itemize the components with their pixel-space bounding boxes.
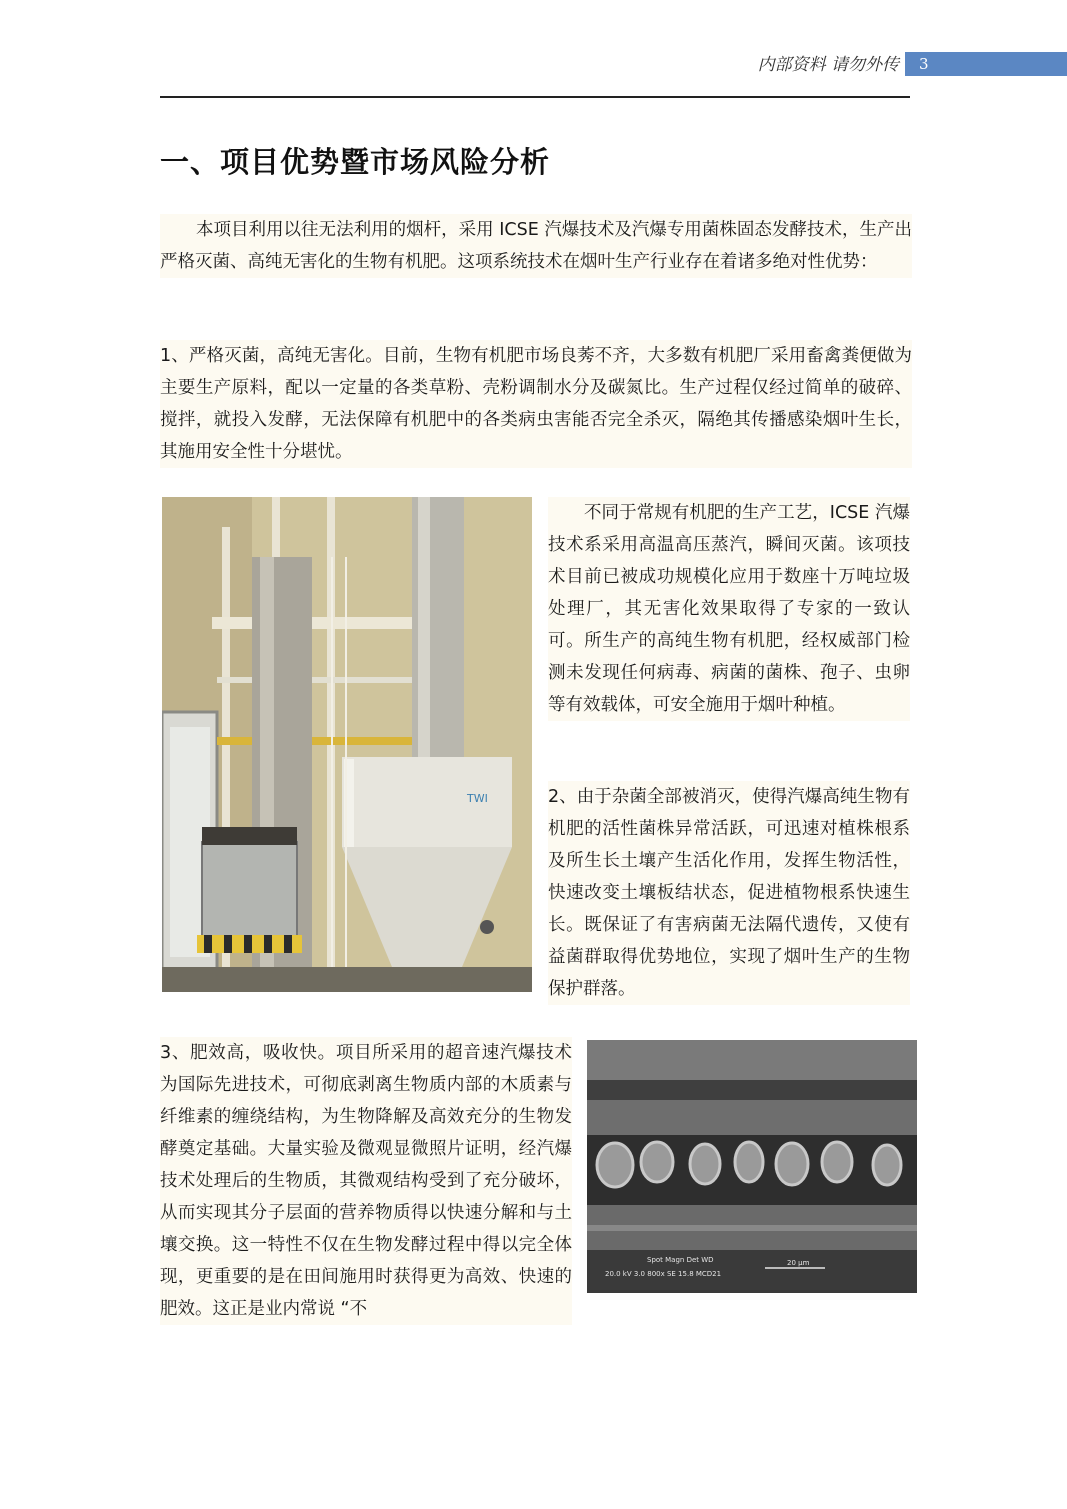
factory-equipment-photo bbox=[162, 497, 532, 992]
section-title: 一、项目优势暨市场风险分析 bbox=[160, 145, 551, 179]
advantage-2-paragraph: 2、由于杂菌全部被消灭，使得汽爆高纯生物有机肥的活性菌株异常活跃，可迅速对植株根系及所生长土壤产生活化作用，发挥生物活性，快速改变土壤板结状态，促进植物根系快速生长。既保证了有害病菌无法隔代遗传，又使有益菌群取得优势地位，实现了烟叶生产的生物保护群落。 bbox=[548, 781, 910, 1005]
advantage-1-paragraph: 1、严格灭菌，高纯无害化。目前，生物有机肥市场良莠不齐，大多数有机肥厂采用畜禽粪便做为主要生产原料，配以一定量的各类草粉、壳粉调制水分及碳氮比。生产过程仅经过简单的破碎、搅拌，就投入发酵，无法保障有机肥中的各类病虫害能否完全杀灭，隔绝其传播感染烟叶生长，其施用安全性十分堪忧。 bbox=[160, 340, 912, 468]
micrograph-illustration bbox=[587, 1040, 917, 1293]
tank-label: TWI bbox=[467, 792, 488, 805]
micrograph-header-labels: Spot Magn Det WD bbox=[647, 1256, 714, 1264]
confidential-note: 内部资料 请勿外传 bbox=[757, 55, 899, 75]
micrograph-info: 20.0 kV 3.0 800x SE 15.8 MCD21 bbox=[605, 1270, 722, 1278]
factory-illustration bbox=[162, 497, 532, 992]
advantage-3-paragraph: 3、肥效高，吸收快。项目所采用的超音速汽爆技术为国际先进技术，可彻底剥离生物质内部的木质素与纤维素的缠绕结构，为生物降解及高效充分的生物发酵奠定基础。大量实验及微观显微照片证明，经汽爆技术处理后的生物质，其微观结构受到了充分破坏，从而实现其分子层面的营养物质得以快速分解和与土壤交换。这一特性不仅在生物发酵过程中得以完全体现，更重要的是在田间施用时获得更为高效、快速的肥效。这正是业内常说 “不 bbox=[160, 1037, 572, 1325]
micrograph-scale: 20 μm bbox=[787, 1259, 810, 1267]
page-number: 3 bbox=[905, 52, 1067, 76]
sterilization-paragraph: 不同于常规有机肥的生产工艺，ICSE 汽爆技术系采用高温高压蒸汽，瞬间灭菌。该项技术目前已被成功规模化应用于数座十万吨垃圾处理厂，其无害化效果取得了专家的一致认可。所生产的高纯生物有机肥，经权威部门检测未发现任何病毒、病菌的菌株、孢子、虫卵等有效载体，可安全施用于烟叶种植。 bbox=[548, 497, 910, 721]
header-rule bbox=[160, 96, 910, 98]
sem-micrograph bbox=[587, 1040, 917, 1293]
intro-paragraph: 本项目利用以往无法利用的烟杆，采用 ICSE 汽爆技术及汽爆专用菌株固态发酵技术，生产出严格灭菌、高纯无害化的生物有机肥。这项系统技术在烟叶生产行业存在着诸多绝对性优势： bbox=[160, 214, 912, 278]
